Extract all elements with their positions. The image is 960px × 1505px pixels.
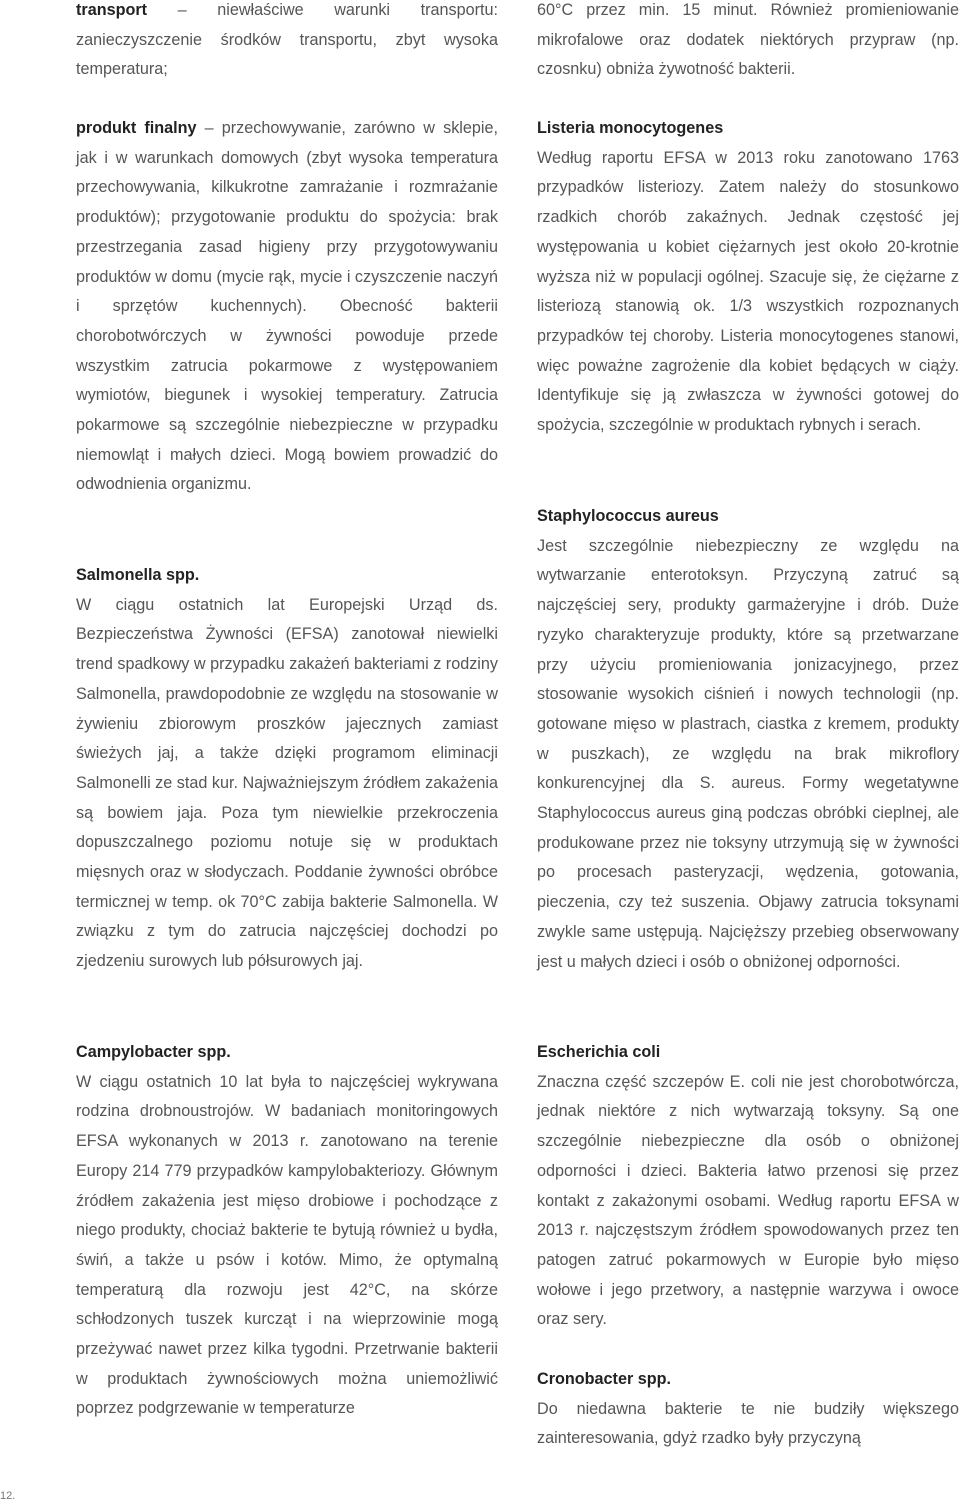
ecoli-text: Znaczna część szczepów E. coli nie jest chorobotwórcza, jednak niektóre z nich wytwarzają toksyny. Są one szczególnie niebezpieczne dla osób o obniżonej odporności i dzieci. Bakteria łatwo przenosi się przez kontakt z zakażonymi osobami. Według raportu EFSA w 2013 r. najczęstszym źródłem spowodowanych przez ten patogen zatruć pokarmowych w Europie było mięso wołowe i jego przetwory, a następnie warzywa i owoce oraz sery. xyxy=(537,1072,959,1329)
salmonella-text: W ciągu ostatnich lat Europejski Urząd ds. Bezpieczeństwa Żywności (EFSA) zanotował niewielki trend spadkowy w przypadku zakażeń bakteriami z rodziny Salmonella, prawdopodobnie ze względu na stosowanie w żywieniu zbiorowym proszków jajecznych zamiast świeżych jaj, a także dzięki programom eliminacji Salmonelli ze stad kur. Najważniejszym źródłem zakażenia są bowiem jaja. Poza tym niewielkie przekroczenia dopuszczalnego poziomu notuje się w produktach mięsnych oraz w słodyczach. Poddanie żywności obróbce termicznej w temp. ok 70°C zabija bakterie Salmonella. W związku z tym do zatrucia najczęściej dochodzi po zjedzeniu surowych lub półsurowych jaj. xyxy=(76,595,498,971)
salmonella-section xyxy=(76,561,498,977)
salmonella-heading: Salmonella spp. xyxy=(76,566,200,584)
produkt-text-2: Obecność bakterii chorobotwórczych w żywności powoduje przede wszystkim zatrucia pokarmowe z występowaniem wymiotów, biegunek i wysokiej temperatury. Zatrucia pokarmowe są szczególnie niebezpieczne w przypadku niemowląt i małych dzieci. Mogą bowiem prowadzić do odwodnienia organizmu. xyxy=(76,297,498,494)
produkt-text: – przechowywanie, zarówno w sklepie, jak i w warunkach domowych (zbyt wysoka temperatura przechowywania, kilkukrotne zamrażanie i rozmrażanie produktów); przygotowanie produktu do spożycia: brak przestrzegania zasad higieny przy przygotowywaniu produktów w domu (mycie rąk, mycie i czyszczenie naczyń i sprzętów kuchennych). xyxy=(76,119,498,316)
intro-paragraph xyxy=(537,0,959,85)
listeria-text: Według raportu EFSA w 2013 roku zanotowano 1763 przypadków listeriozy. Zatem należy do stosunkowo rzadkich chorób zakaźnych. Jednak częstość jej występowania u kobiet ciężarnych jest około 20-krotnie wyższa niż w populacji ogólnej. Szacuje się, że ciężarne z listeriozą stanowią ok. 1/3 wszystkich rozpoznanych przypadków tej choroby. Listeria monocytogenes stanowi, więc poważne zagrożenie dla kobiet będących w ciąży. Identyfikuje się ją zwłaszcza w żywności gotowej do spożycia, szczególnie w produktach rybnych i serach. xyxy=(537,148,959,435)
transport-text: – niewłaściwe warunki transportu: zanieczyszczenie środków transportu, zbyt wysoka temperatura; xyxy=(76,1,498,79)
cronobacter-section xyxy=(537,1365,959,1454)
transport-lead: transport xyxy=(76,1,148,19)
campylobacter-text: W ciągu ostatnich 10 lat była to najczęściej wykrywana rodzina drobnoustrojów. W badaniach monitoringowych EFSA wykonanych w 2013 r. zanotowano na terenie Europy 214 779 przypadków kampylobakteriozy. Głównym źródłem zakażenia jest mięso drobiowe i pochodzące z niego produkty, chociaż bakterie te bytują również u bydła, świń, a także u psów i kotów. Mimo, że optymalną temperaturą dla rozwoju jest 42°C, na skórze schłodzonych tuszek kurcząt i na wieprzowinie mogą przeżywać nawet przez kilka tygodni. Przetrwanie bakterii w produktach żywnościowych można uniemożliwić poprzez podgrzewanie w temperaturze xyxy=(76,1072,498,1418)
staph-text: Jest szczególnie niebezpieczny ze względu na wytwarzanie enterotoksyn. Przyczyną zatruć są najczęściej sery, produkty garmażeryjne i drób. Duże ryzyko charakteryzuje produkty, które są przetwarzane przy użyciu promieniowania jonizacyjnego, przez stosowanie wysokich ciśnień i nowych technologii (np. gotowane mięso w plastrach, ciastka z kremem, produkty w puszkach), ze względu na brak mikroflory konkurencyjnej dla S. aureus. Formy wegetatywne Staphylococcus aureus giną podczas obróbki cieplnej, ale produkowane przez nie toksyny utrzymują się w żywności po procesach pasteryzacji, wędzenia, gotowania, pieczenia, czy też suszenia. Objawy zatrucia toksynami zwykle same ustępują. Najcięższy przebieg obserwowany jest u małych dzieci i osób o obniżonej odporności. xyxy=(537,536,959,971)
produkt-lead: produkt finalny xyxy=(76,119,197,137)
campylobacter-heading: Campylobacter spp. xyxy=(76,1043,231,1061)
page-number: 12. xyxy=(0,1490,16,1502)
listeria-heading: Listeria monocytogenes xyxy=(537,119,724,137)
ecoli-heading: Escherichia coli xyxy=(537,1043,661,1061)
campylobacter-section xyxy=(76,1038,498,1424)
produkt-section xyxy=(76,114,498,500)
cronobacter-text: Do niedawna bakterie te nie budziły większego zainteresowania, gdyż rzadko były przyczyną xyxy=(537,1399,959,1448)
ecoli-section xyxy=(537,1038,959,1335)
cronobacter-heading: Cronobacter spp. xyxy=(537,1370,672,1388)
listeria-section xyxy=(537,114,959,441)
transport-paragraph xyxy=(76,0,498,85)
intro-text: 60°C przez min. 15 minut. Również promieniowanie mikrofalowe oraz dodatek niektórych przypraw (np. czosnku) obniża żywotność bakterii. xyxy=(537,1,959,79)
staph-heading: Staphylococcus aureus xyxy=(537,507,719,525)
staph-section xyxy=(537,502,959,977)
